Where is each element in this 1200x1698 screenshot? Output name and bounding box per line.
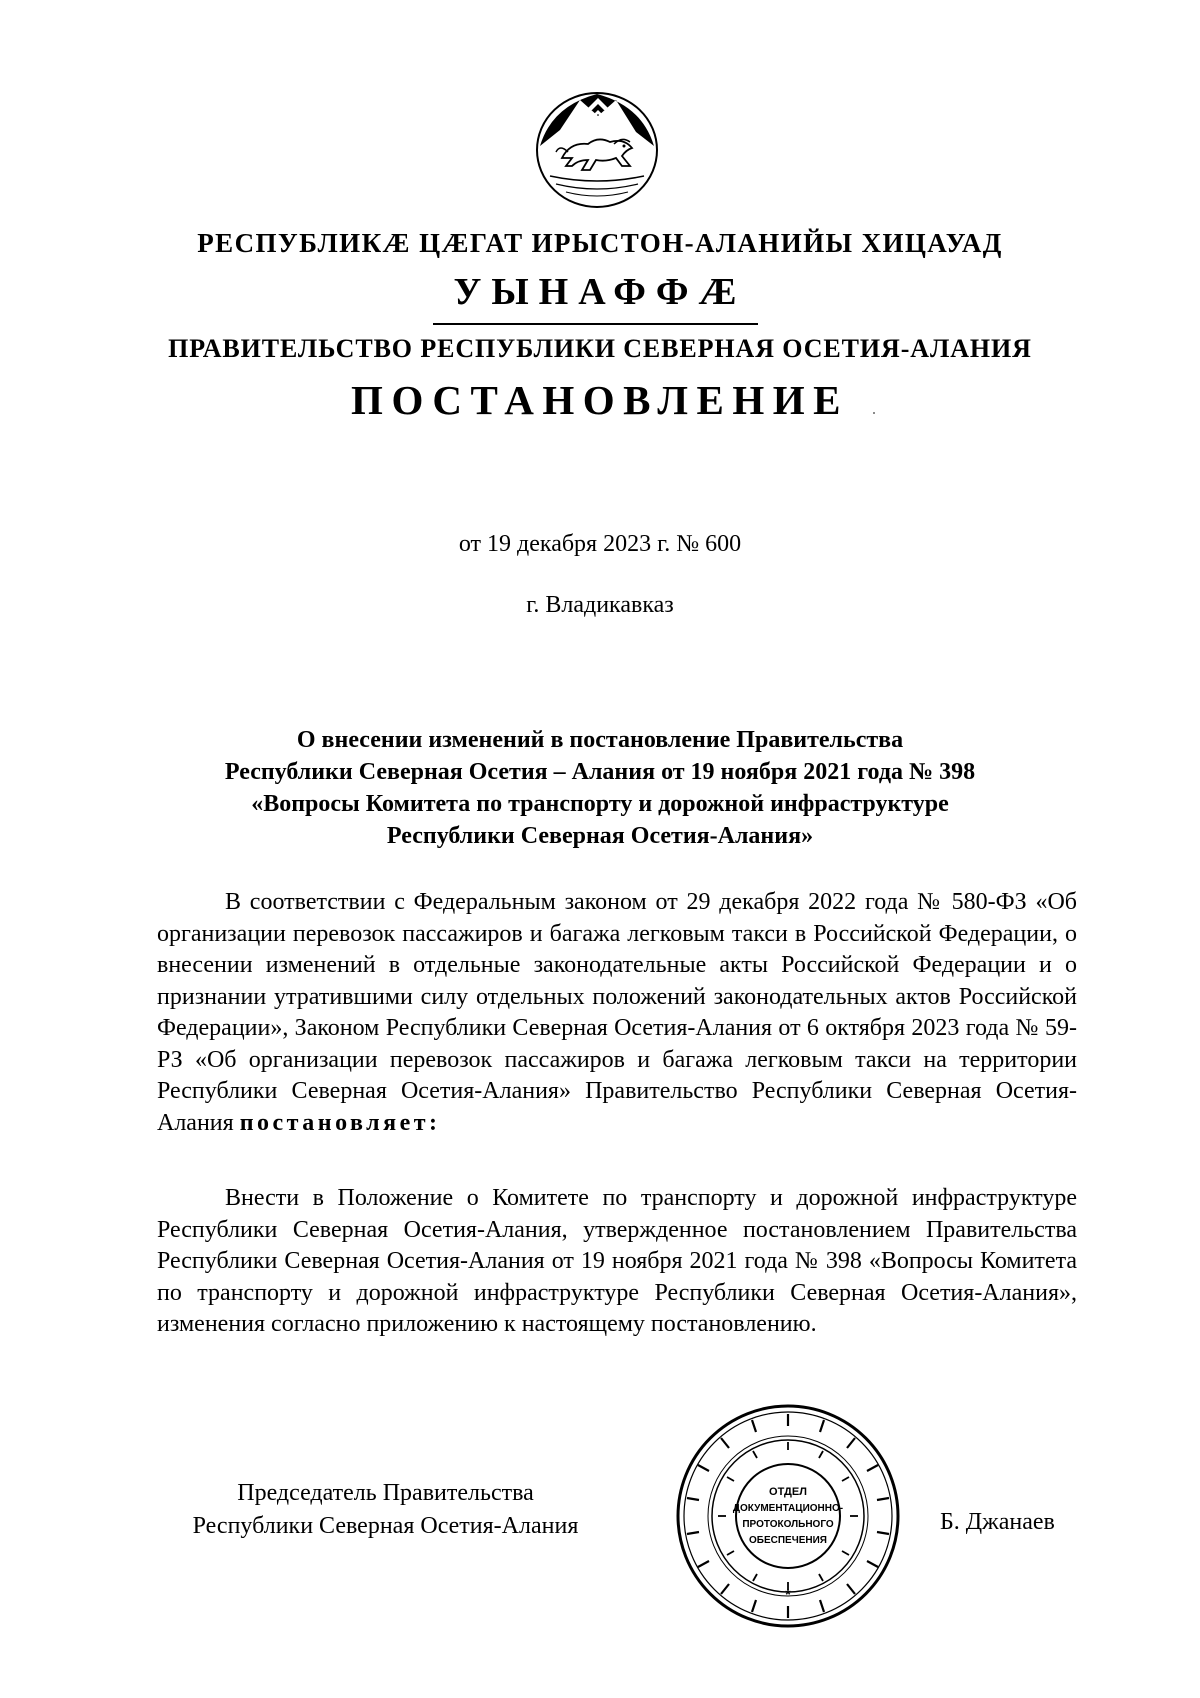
document-date-number: от 19 декабря 2023 г. № 600 bbox=[458, 531, 742, 557]
decree-word: постановляет: bbox=[239, 1109, 441, 1136]
ossetian-government-heading: РЕСПУБЛИКÆ ЦÆГАТ ИРЫСТОН-АЛАНИЙЫ ХИЦАУАД bbox=[197, 228, 1003, 258]
position-line-1: Председатель Правительства bbox=[237, 1480, 534, 1506]
title-line-1: О внесении изменений в постановление Правительства bbox=[296, 727, 904, 753]
official-stamp bbox=[673, 1401, 903, 1631]
stamp-center-line-2: ДОКУМЕНТАЦИОННО- bbox=[732, 1503, 844, 1514]
scan-speck bbox=[873, 412, 875, 414]
body-paragraph-2 bbox=[157, 1183, 1077, 1341]
paragraph-1-text: В соответствии с Федеральным законом от 29 декабря 2022 года № 580-ФЗ «Об организации перевозок пассажиров и багажа легковым такси в Российской Федерации, о внесении изменений в отдельные законодательные акты Российской Федерации и о признании утратившими силу отдельных положений законодательных актов Российской Федерации», Законом Республики Северная Осетия-Алания от 6 октября 2023 года № 59-РЗ «Об организации перевозок пассажиров и багажа легковым такси на территории Республики Северная Осетия-Алания» Правительство Республики Северная Осетия-Алания bbox=[157, 889, 1077, 1136]
coat-of-arms-emblem bbox=[532, 86, 662, 210]
document-city: г. Владикавказ bbox=[526, 592, 674, 618]
title-line-2: Республики Северная Осетия – Алания от 19 ноября 2021 года № 398 bbox=[224, 759, 976, 785]
russian-government-heading: ПРАВИТЕЛЬСТВО РЕСПУБЛИКИ СЕВЕРНАЯ ОСЕТИЯ-АЛАНИЯ bbox=[168, 334, 1032, 363]
signatory-position bbox=[158, 1477, 613, 1543]
heading-underline bbox=[433, 323, 758, 325]
title-line-4: Республики Северная Осетия-Алания» bbox=[386, 823, 814, 849]
signatory-name: Б. Джанаев bbox=[940, 1509, 1055, 1535]
title-line-3: «Вопросы Комитета по транспорту и дорожной инфраструктуре bbox=[251, 791, 949, 817]
body-paragraph-1 bbox=[157, 887, 1077, 1139]
ossetian-doc-type-heading: УЫНАФФÆ bbox=[453, 271, 747, 313]
stamp-center-line-1: ОТДЕЛ bbox=[769, 1486, 807, 1498]
stamp-star: * bbox=[785, 1586, 791, 1602]
position-line-2: Республики Северная Осетия-Алания bbox=[192, 1513, 579, 1539]
stamp-center-line-4: ОБЕСПЕЧЕНИЯ bbox=[748, 1535, 828, 1546]
paragraph-2-text: Внести в Положение о Комитете по транспорту и дорожной инфраструктуре Республики Северная Осетия-Алания, утвержденное постановлением Правительства Республики Северная Осетия-Алания от 19 ноября 2021 года № 398 «Вопросы Комитета по транспорту и дорожной инфраструктуре Республики Северная Осетия-Алания», изменения согласно приложению к настоящему постановлению. bbox=[157, 1185, 1077, 1337]
stamp-center-line-3: ПРОТОКОЛЬНОГО bbox=[742, 1519, 834, 1530]
document-title bbox=[150, 724, 1050, 852]
russian-doc-type-heading: ПОСТАНОВЛЕНИЕ bbox=[351, 377, 849, 423]
